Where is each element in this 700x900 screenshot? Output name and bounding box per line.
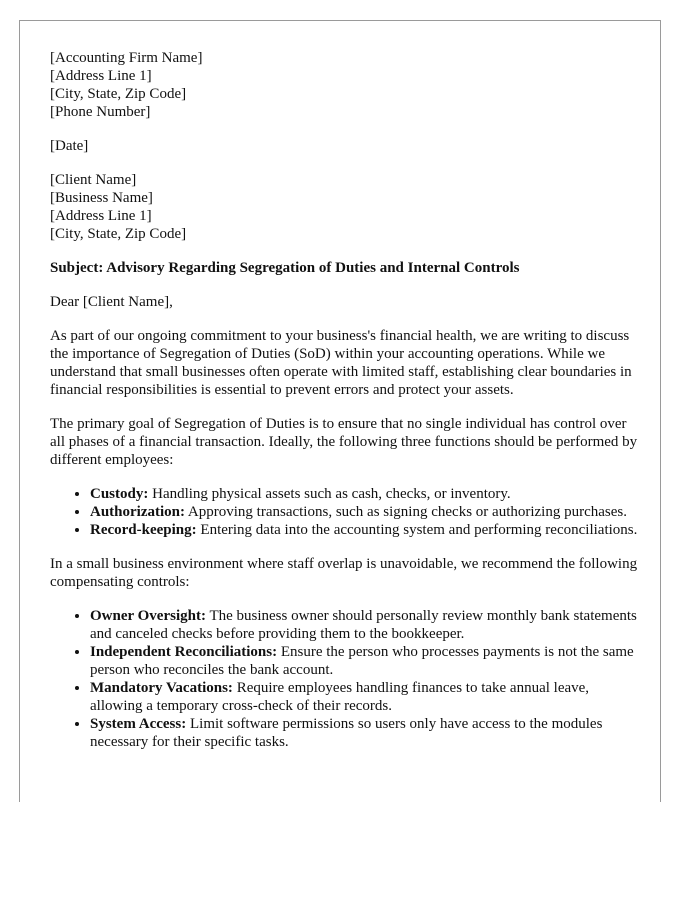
letter-page xyxy=(19,20,661,802)
client-address-block xyxy=(50,171,638,243)
firm-name: [Accounting Firm Name] xyxy=(50,50,203,66)
client-business-name: [Business Name] xyxy=(50,190,153,206)
date-block xyxy=(50,137,638,155)
list-item-text: Limit software permissions so users only have access to the modules necessary for their specific tasks. xyxy=(90,716,603,750)
firm-address-line: [Address Line 1] xyxy=(50,68,152,84)
list-item-term: Owner Oversight: xyxy=(90,608,206,624)
subject-line: Subject: Advisory Regarding Segregation of Duties and Internal Controls xyxy=(50,260,520,276)
client-name: [Client Name] xyxy=(50,172,137,188)
list-item xyxy=(90,679,638,715)
client-address-line: [Address Line 1] xyxy=(50,208,152,224)
list-item-term: Record-keeping: xyxy=(90,522,197,538)
list-item xyxy=(90,521,638,539)
list-item xyxy=(90,503,638,521)
firm-city-state-zip: [City, State, Zip Code] xyxy=(50,86,187,102)
list-item-term: Independent Reconciliations: xyxy=(90,644,278,660)
firm-address-block xyxy=(50,49,638,121)
client-city-state-zip: [City, State, Zip Code] xyxy=(50,226,187,242)
list-item-text: Ensure the person who processes payments is not the same person who reconciles the bank account. xyxy=(90,644,634,678)
goal-paragraph: The primary goal of Segregation of Duties is to ensure that no single individual has control over all phases of a financial transaction. Ideally, the following three functions should be performed by different employees: xyxy=(50,416,638,468)
controls-list xyxy=(50,607,638,751)
list-item-term: Mandatory Vacations: xyxy=(90,680,233,696)
list-item-text: Handling physical assets such as cash, checks, or inventory. xyxy=(148,486,511,502)
compensating-paragraph: In a small business environment where staff overlap is unavoidable, we recommend the following compensating controls: xyxy=(50,556,638,590)
list-item xyxy=(90,485,638,503)
list-item-text: Entering data into the accounting system and performing reconciliations. xyxy=(196,522,638,538)
list-item-text: The business owner should personally review monthly bank statements and canceled checks before providing them to the bookkeeper. xyxy=(90,608,637,642)
list-item xyxy=(90,607,638,643)
list-item-term: Custody: xyxy=(90,486,149,502)
list-item-text: Approving transactions, such as signing checks or authorizing purchases. xyxy=(185,504,627,520)
functions-list xyxy=(50,485,638,539)
firm-phone: [Phone Number] xyxy=(50,104,151,120)
list-item-term: System Access: xyxy=(90,716,187,732)
list-item-term: Authorization: xyxy=(90,504,185,520)
intro-paragraph: As part of our ongoing commitment to your business's financial health, we are writing to discuss the importance of Segregation of Duties (SoD) within your accounting operations. While we understand that small businesses often operate with limited staff, establishing clear boundaries in financial responsibilities is essential to prevent errors and protect your assets. xyxy=(50,328,632,398)
list-item xyxy=(90,643,638,679)
letter-date: [Date] xyxy=(50,138,89,154)
list-item-text: Require employees handling finances to take annual leave, allowing a temporary cross-check of their records. xyxy=(90,680,590,714)
salutation: Dear [Client Name], xyxy=(50,294,173,310)
list-item xyxy=(90,715,638,751)
letter-body xyxy=(50,49,638,767)
